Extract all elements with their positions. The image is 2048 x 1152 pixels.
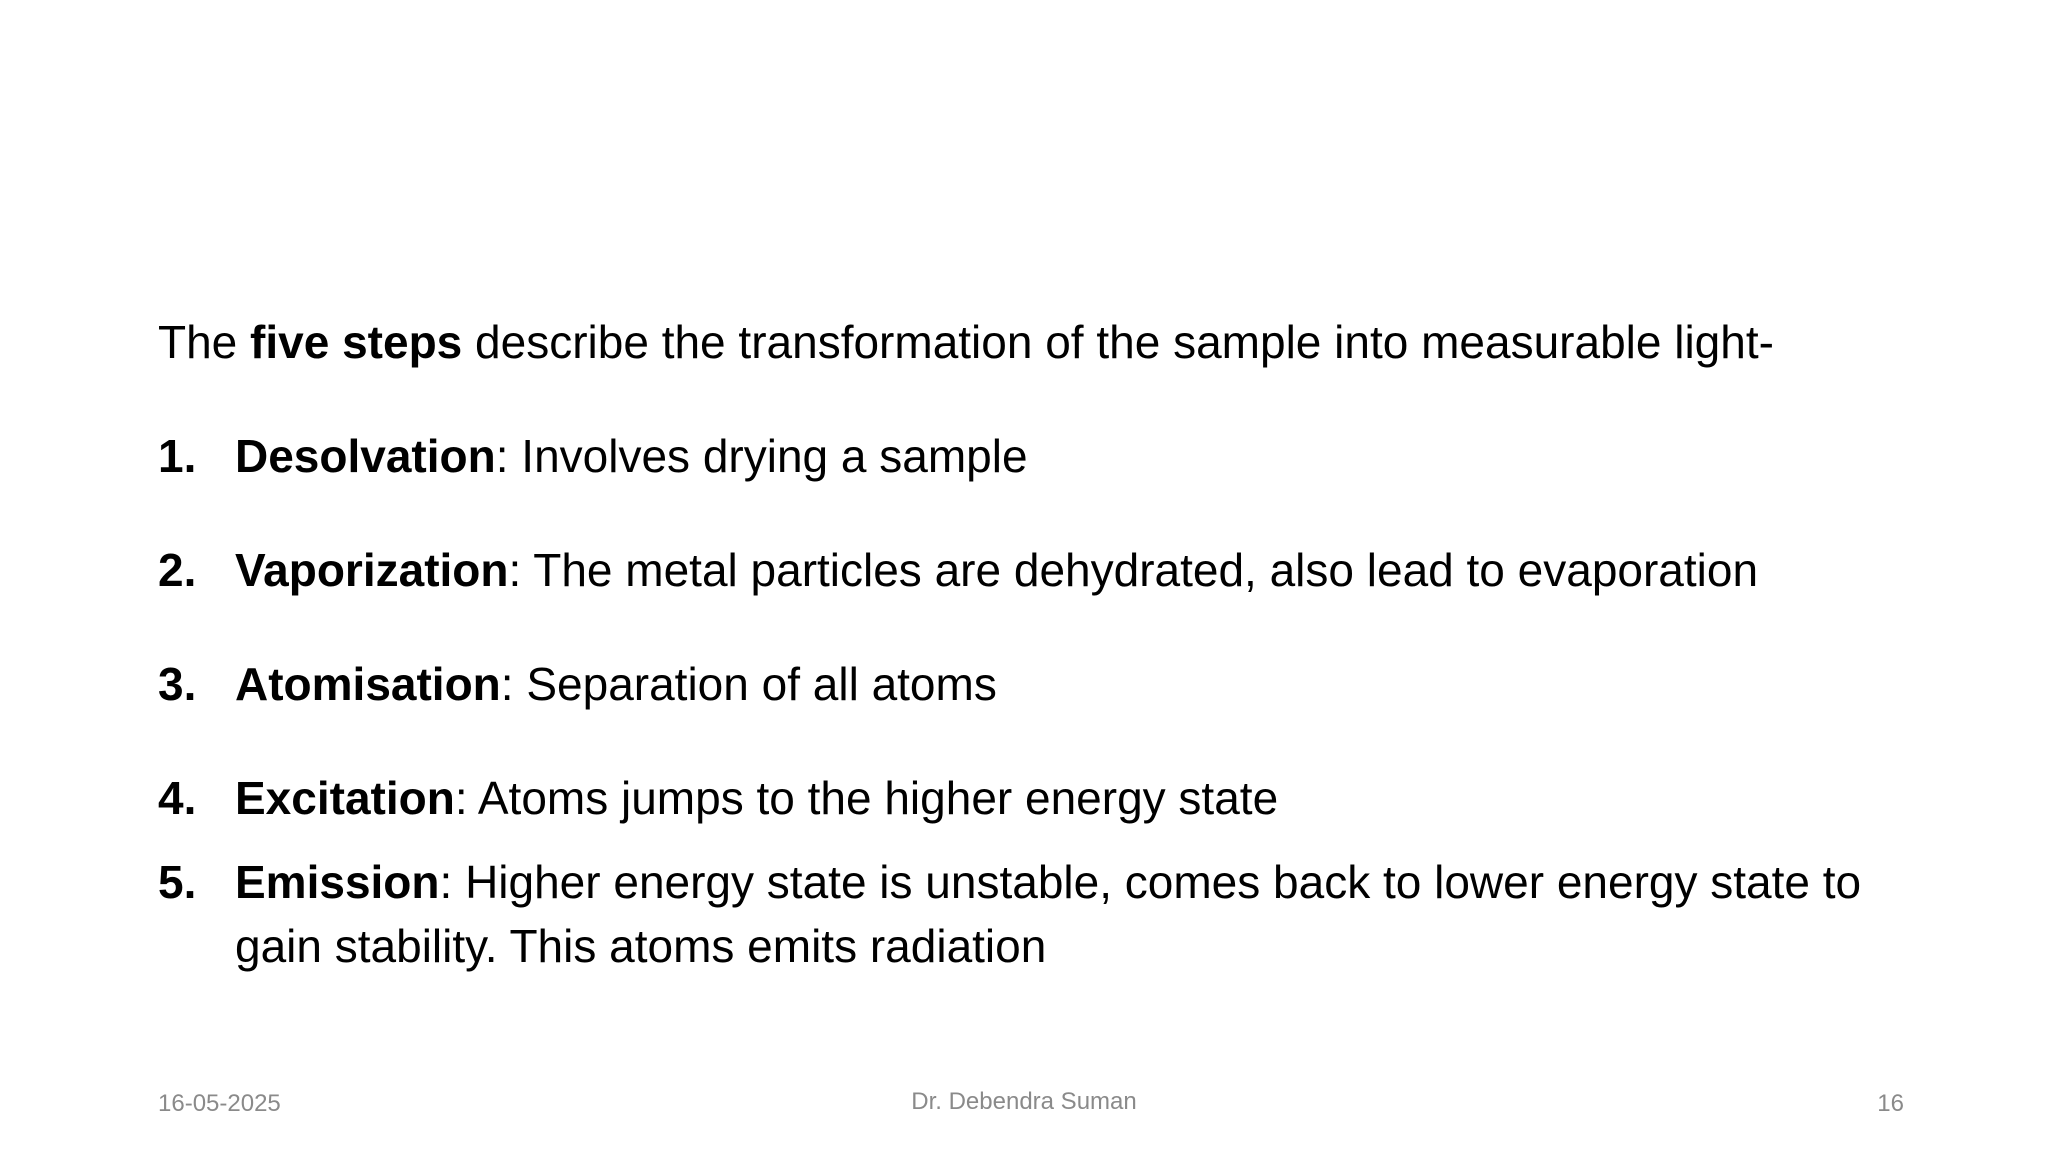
- step-term: Atomisation: [235, 658, 501, 710]
- step-number: 5.: [158, 856, 197, 908]
- step-text: : The metal particles are dehydrated, also lead to evaporation: [508, 544, 1759, 596]
- step-number: 1.: [158, 430, 197, 482]
- intro-prefix: The: [158, 316, 251, 368]
- intro-suffix: describe the transformation of the sample into measurable light-: [462, 316, 1774, 368]
- step-text: : Separation of all atoms: [500, 658, 997, 710]
- step-text: : Atoms jumps to the higher energy state: [454, 772, 1279, 824]
- slide-content: [158, 310, 1918, 978]
- steps-list: [158, 424, 1918, 978]
- step-item-emission: [158, 850, 1918, 978]
- footer-page-number: 16: [1877, 1090, 1904, 1117]
- step-term: Desolvation: [235, 430, 496, 482]
- footer-date: 16-05-2025: [158, 1090, 281, 1117]
- step-number: 2.: [158, 544, 197, 596]
- step-number: 3.: [158, 658, 197, 710]
- step-number: 4.: [158, 772, 197, 824]
- step-item-desolvation: [158, 424, 1918, 488]
- step-term: Vaporization: [235, 544, 509, 596]
- step-term: Emission: [235, 856, 440, 908]
- step-term: Excitation: [235, 772, 455, 824]
- step-item-vaporization: [158, 538, 1918, 602]
- footer-author: Dr. Debendra Suman: [911, 1088, 1137, 1115]
- step-text: : Involves drying a sample: [495, 430, 1028, 482]
- step-item-atomisation: [158, 652, 1918, 716]
- step-item-excitation: [158, 766, 1918, 830]
- intro-paragraph: [158, 310, 1918, 374]
- step-text: : Higher energy state is unstable, comes back to lower energy state to gain stability. This atoms emits radiation: [235, 856, 1862, 972]
- intro-bold: five steps: [250, 316, 463, 368]
